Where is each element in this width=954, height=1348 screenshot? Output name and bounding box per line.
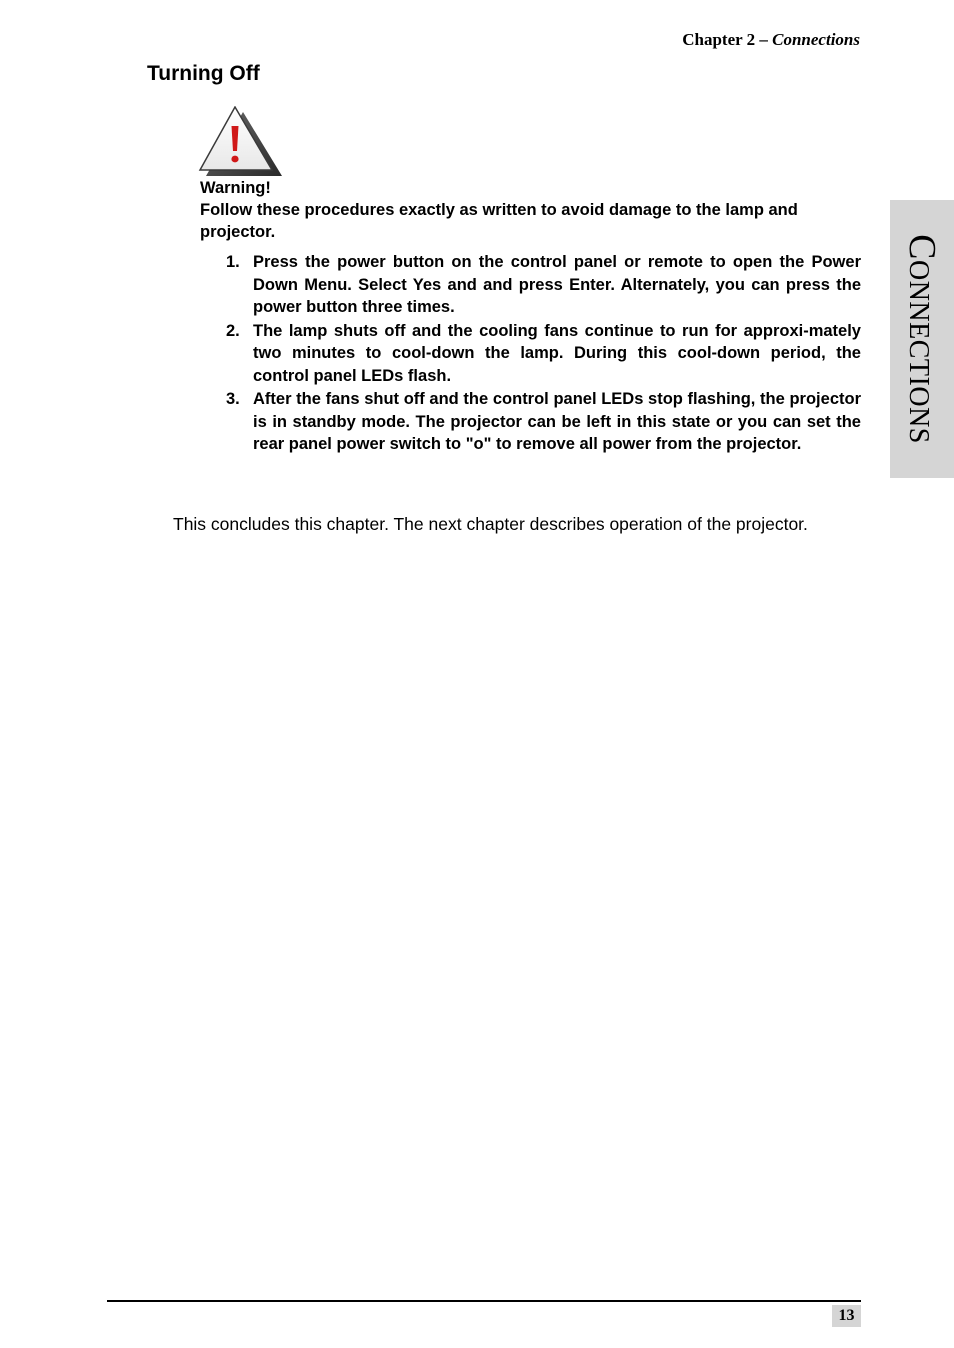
chapter-side-tab [890,200,954,478]
step-number: 3. [226,390,240,408]
side-tab-label [900,234,944,444]
running-header [682,30,860,50]
chapter-title: Connections [772,30,860,49]
warning-title: Warning! [200,179,271,197]
page-number: 13 [832,1305,861,1327]
side-tab-initial: C [901,234,943,260]
step-item [224,388,861,456]
step-text: After the fans shut off and the control panel LEDs stop flashing, the projector is in standby mode. The projector can be left in this state or you can set the rear panel power switch to "o" to remove all power from the projector. [253,390,861,453]
step-text: Press the power button on the control panel or remote to open the Power Down Menu. Select Yes and and press Enter. Alternately, you can press the power button three times. [253,253,861,316]
step-item [224,251,861,319]
procedure-steps [224,251,861,457]
warning-block [200,177,820,243]
step-text: The lamp shuts off and the cooling fans continue to run for approxi-mately two minutes to cool-down the lamp. During this cool-down period, the control panel LEDs flash. [253,321,861,385]
step-number: 2. [226,321,240,340]
step-item [224,320,861,388]
step-number: 1. [226,253,240,271]
section-title: Turning Off [147,62,260,85]
side-tab-rest: ONNECTIONS [903,259,934,444]
chapter-label: Chapter 2 – [682,30,768,49]
footer-rule [107,1300,861,1302]
warning-text: Follow these procedures exactly as written to avoid damage to the lamp and projector. [200,201,798,241]
chapter-conclusion: This concludes this chapter. The next chapter describes operation of the projector. [173,514,808,534]
warning-triangle-icon [198,106,284,180]
